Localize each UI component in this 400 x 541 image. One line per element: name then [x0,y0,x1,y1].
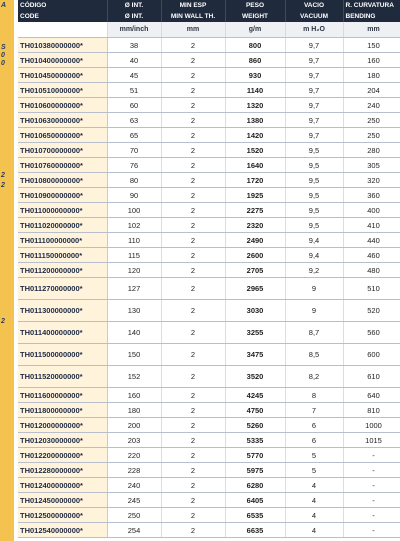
cell-vacuum: 9,7 [285,53,343,68]
unit-weight: g/m [225,22,285,38]
cell-code: TH011000000000* [18,203,107,218]
table-row [18,218,400,233]
cell-code: TH011100000000* [18,233,107,248]
cell-wall: 2 [161,322,225,344]
cell-vacuum: 5 [285,448,343,463]
cell-vacuum: 4 [285,493,343,508]
cell-code: TH010900000000* [18,188,107,203]
cell-code: TH010400000000* [18,53,107,68]
cell-vacuum: 9,5 [285,218,343,233]
header-weight: PESO [225,0,285,11]
cell-weight: 6280 [225,478,285,493]
cell-wall: 2 [161,158,225,173]
table-row [18,344,400,366]
cell-weight: 930 [225,68,285,83]
cell-diameter: 203 [107,433,161,448]
cell-bending: - [343,448,400,463]
side-mark: 0 [1,52,5,59]
table-row [18,478,400,493]
cell-wall: 2 [161,403,225,418]
cell-vacuum: 7 [285,403,343,418]
cell-code: TH011600000000* [18,388,107,403]
cell-vacuum: 8,7 [285,322,343,344]
table-row [18,68,400,83]
cell-bending: 810 [343,403,400,418]
header-vacuum: VACUUM [285,11,343,22]
unit-vacuum: m H₂O [285,22,343,38]
cell-weight: 5770 [225,448,285,463]
cell-bending: 204 [343,83,400,98]
cell-wall: 2 [161,233,225,248]
header-min-wall: MIN WALL TH. [161,11,225,22]
header-row-english [18,11,400,22]
side-mark: S [1,44,6,51]
cell-bending: - [343,478,400,493]
cell-diameter: 220 [107,448,161,463]
cell-wall: 2 [161,53,225,68]
cell-code: TH012000000000* [18,418,107,433]
unit-bending: mm [343,22,400,38]
cell-weight: 4750 [225,403,285,418]
cell-bending: 1015 [343,433,400,448]
cell-vacuum: 8,2 [285,366,343,388]
cell-diameter: 70 [107,143,161,158]
cell-bending: 160 [343,53,400,68]
cell-wall: 2 [161,188,225,203]
cell-diameter: 228 [107,463,161,478]
cell-diameter: 40 [107,53,161,68]
cell-wall: 2 [161,463,225,478]
cell-diameter: 200 [107,418,161,433]
cell-bending: 1000 [343,418,400,433]
cell-vacuum: 9,4 [285,248,343,263]
side-mark: A [1,2,7,9]
cell-code: TH011150000000* [18,248,107,263]
cell-weight: 860 [225,53,285,68]
cell-code: TH011200000000* [18,263,107,278]
cell-diameter: 60 [107,98,161,113]
table-row [18,278,400,300]
header-code: CODE [18,11,107,22]
table-row [18,322,400,344]
cell-vacuum: 9,5 [285,203,343,218]
cell-code: TH010510000000* [18,83,107,98]
table-row [18,188,400,203]
cell-vacuum: 9,7 [285,83,343,98]
cell-bending: 560 [343,322,400,344]
cell-code: TH010450000000* [18,68,107,83]
table-row [18,300,400,322]
cell-vacuum: 9,7 [285,113,343,128]
cell-bending: 600 [343,344,400,366]
side-mark: 2 [1,182,5,189]
table-body [18,38,400,538]
cell-code: TH012200000000* [18,448,107,463]
cell-diameter: 110 [107,233,161,248]
cell-vacuum: 9,5 [285,173,343,188]
cell-weight: 1720 [225,173,285,188]
cell-weight: 5260 [225,418,285,433]
side-mark: 2 [1,172,5,179]
cell-code: TH011500000000* [18,344,107,366]
cell-bending: 410 [343,218,400,233]
cell-code: TH011400000000* [18,322,107,344]
cell-wall: 2 [161,448,225,463]
cell-diameter: 115 [107,248,161,263]
cell-bending: 280 [343,143,400,158]
cell-wall: 2 [161,263,225,278]
cell-code: TH011520000000* [18,366,107,388]
cell-diameter: 150 [107,344,161,366]
cell-diameter: 65 [107,128,161,143]
cell-vacuum: 9,2 [285,263,343,278]
table-row [18,83,400,98]
cell-diameter: 240 [107,478,161,493]
cell-code: TH011270000000* [18,278,107,300]
table-row [18,248,400,263]
cell-weight: 3520 [225,366,285,388]
cell-weight: 1640 [225,158,285,173]
cell-weight: 6405 [225,493,285,508]
cell-diameter: 38 [107,38,161,53]
cell-diameter: 160 [107,388,161,403]
cell-wall: 2 [161,418,225,433]
cell-vacuum: 4 [285,508,343,523]
cell-weight: 3255 [225,322,285,344]
table-row [18,38,400,53]
cell-vacuum: 8,5 [285,344,343,366]
cell-weight: 1520 [225,143,285,158]
cell-bending: 360 [343,188,400,203]
cell-bending: 400 [343,203,400,218]
header-row-spanish [18,0,400,11]
cell-diameter: 63 [107,113,161,128]
cell-bending: 320 [343,173,400,188]
header-inner-diameter: Ø INT. [107,0,161,11]
cell-weight: 2490 [225,233,285,248]
side-mark: 0 [1,60,5,67]
cell-weight: 2320 [225,218,285,233]
cell-wall: 2 [161,388,225,403]
cell-wall: 2 [161,68,225,83]
table-row [18,128,400,143]
cell-weight: 2965 [225,278,285,300]
table-row [18,463,400,478]
cell-wall: 2 [161,98,225,113]
cell-code: TH012450000000* [18,493,107,508]
cell-diameter: 254 [107,523,161,538]
unit-code [18,22,107,38]
cell-wall: 2 [161,38,225,53]
cell-weight: 800 [225,38,285,53]
side-color-band [0,0,14,541]
cell-wall: 2 [161,344,225,366]
table-row [18,98,400,113]
table-row [18,263,400,278]
cell-code: TH010760000000* [18,158,107,173]
cell-weight: 6635 [225,523,285,538]
cell-code: TH011020000000* [18,218,107,233]
cell-weight: 3475 [225,344,285,366]
cell-diameter: 102 [107,218,161,233]
cell-weight: 2600 [225,248,285,263]
cell-weight: 2705 [225,263,285,278]
cell-diameter: 90 [107,188,161,203]
cell-weight: 1420 [225,128,285,143]
cell-wall: 2 [161,248,225,263]
cell-code: TH012030000000* [18,433,107,448]
cell-vacuum: 4 [285,523,343,538]
table-row [18,523,400,538]
header-min-wall: MIN ESP [161,0,225,11]
cell-code: TH011800000000* [18,403,107,418]
cell-diameter: 51 [107,83,161,98]
cell-bending: - [343,523,400,538]
cell-weight: 1140 [225,83,285,98]
cell-vacuum: 6 [285,433,343,448]
cell-diameter: 76 [107,158,161,173]
cell-weight: 2275 [225,203,285,218]
side-mark: 2 [1,318,5,325]
cell-vacuum: 6 [285,418,343,433]
table-row [18,418,400,433]
cell-weight: 5975 [225,463,285,478]
cell-diameter: 152 [107,366,161,388]
cell-weight: 1320 [225,98,285,113]
units-row [18,22,400,38]
cell-weight: 3030 [225,300,285,322]
cell-code: TH012400000000* [18,478,107,493]
cell-bending: 610 [343,366,400,388]
cell-diameter: 245 [107,493,161,508]
cell-bending: 240 [343,98,400,113]
hose-spec-table [18,0,400,538]
header-vacuum: VACIO [285,0,343,11]
cell-bending: 640 [343,388,400,403]
header-code: CÓDIGO [18,0,107,11]
table-row [18,508,400,523]
cell-bending: 440 [343,233,400,248]
cell-code: TH010700000000* [18,143,107,158]
table-row [18,493,400,508]
table-row [18,158,400,173]
cell-wall: 2 [161,493,225,508]
header-bending: R. CURVATURA [343,0,400,11]
unit-wall: mm [161,22,225,38]
table-row [18,448,400,463]
cell-wall: 2 [161,203,225,218]
cell-wall: 2 [161,173,225,188]
cell-vacuum: 8 [285,388,343,403]
cell-vacuum: 9,7 [285,128,343,143]
cell-wall: 2 [161,113,225,128]
cell-code: TH012500000000* [18,508,107,523]
cell-bending: - [343,463,400,478]
cell-weight: 6535 [225,508,285,523]
cell-vacuum: 9 [285,300,343,322]
cell-vacuum: 9,7 [285,68,343,83]
cell-diameter: 140 [107,322,161,344]
cell-weight: 1925 [225,188,285,203]
header-weight: WEIGHT [225,11,285,22]
cell-wall: 2 [161,478,225,493]
cell-bending: 510 [343,278,400,300]
cell-code: TH010800000000* [18,173,107,188]
cell-bending: 150 [343,38,400,53]
cell-diameter: 45 [107,68,161,83]
cell-code: TH010650000000* [18,128,107,143]
cell-wall: 2 [161,128,225,143]
cell-diameter: 80 [107,173,161,188]
cell-diameter: 127 [107,278,161,300]
cell-vacuum: 9,4 [285,233,343,248]
cell-code: TH010380000000* [18,38,107,53]
cell-wall: 2 [161,433,225,448]
cell-code: TH010600000000* [18,98,107,113]
cell-bending: 305 [343,158,400,173]
cell-wall: 2 [161,143,225,158]
cell-code: TH012540000000* [18,523,107,538]
unit-diameter: mm/inch [107,22,161,38]
header-bending: BENDING [343,11,400,22]
cell-vacuum: 9,7 [285,98,343,113]
cell-vacuum: 9,5 [285,143,343,158]
cell-vacuum: 4 [285,478,343,493]
cell-diameter: 180 [107,403,161,418]
cell-wall: 2 [161,523,225,538]
table-row [18,233,400,248]
cell-bending: 250 [343,113,400,128]
cell-code: TH010630000000* [18,113,107,128]
cell-vacuum: 9,5 [285,188,343,203]
cell-wall: 2 [161,300,225,322]
cell-code: TH011300000000* [18,300,107,322]
table-row [18,203,400,218]
table-row [18,173,400,188]
cell-wall: 2 [161,508,225,523]
cell-vacuum: 9,7 [285,38,343,53]
cell-diameter: 100 [107,203,161,218]
cell-bending: 460 [343,248,400,263]
cell-wall: 2 [161,83,225,98]
table-row [18,366,400,388]
cell-wall: 2 [161,218,225,233]
cell-bending: 250 [343,128,400,143]
cell-vacuum: 9 [285,278,343,300]
cell-weight: 4245 [225,388,285,403]
cell-diameter: 250 [107,508,161,523]
table-row [18,433,400,448]
cell-weight: 1380 [225,113,285,128]
table-row [18,403,400,418]
cell-bending: - [343,493,400,508]
table-row [18,143,400,158]
table-row [18,113,400,128]
header-inner-diameter: Ø INT. [107,11,161,22]
cell-wall: 2 [161,278,225,300]
cell-code: TH012280000000* [18,463,107,478]
cell-bending: 480 [343,263,400,278]
cell-diameter: 130 [107,300,161,322]
cell-bending: 180 [343,68,400,83]
cell-bending: - [343,508,400,523]
cell-vacuum: 5 [285,463,343,478]
cell-wall: 2 [161,366,225,388]
cell-diameter: 120 [107,263,161,278]
table-row [18,388,400,403]
cell-bending: 520 [343,300,400,322]
table-row [18,53,400,68]
cell-weight: 5335 [225,433,285,448]
cell-vacuum: 9,5 [285,158,343,173]
